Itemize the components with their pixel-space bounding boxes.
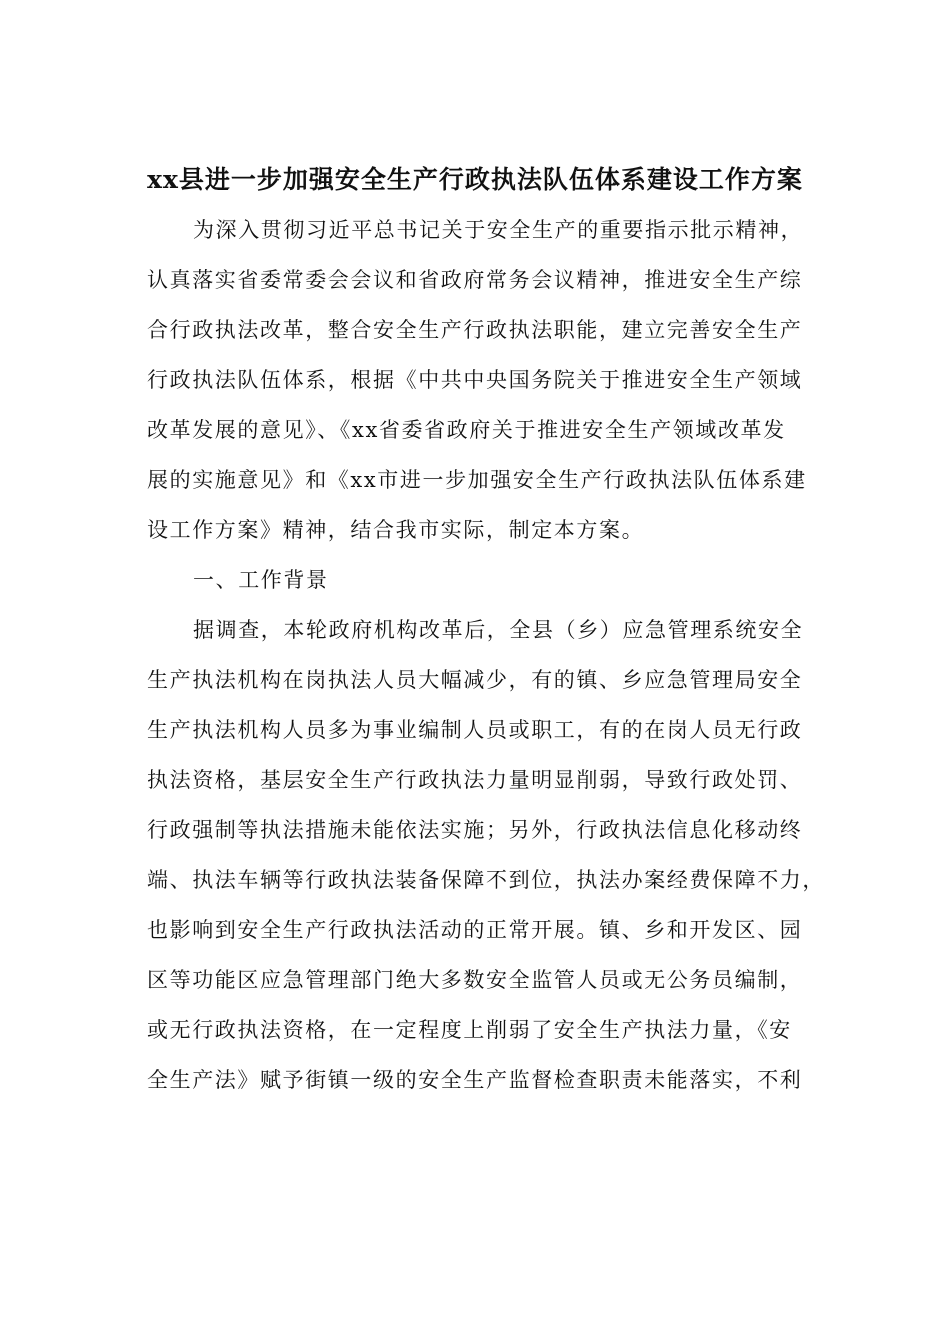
paragraph-line: 为深入贯彻习近平总书记关于安全生产的重要指示批示精神，	[193, 218, 804, 242]
paragraph-line: 展的实施意见》和《xx市进一步加强安全生产行政执法队伍体系建	[147, 468, 807, 492]
paragraph-line: 行政执法队伍体系，根据《中共中央国务院关于推进安全生产领域	[147, 368, 803, 392]
paragraph-line: 行政强制等执法措施未能依法实施；另外，行政执法信息化移动终	[147, 818, 803, 842]
paragraph-line: 生产执法机构在岗执法人员大幅减少，有的镇、乡应急管理局安全	[147, 668, 803, 692]
paragraph-background	[147, 605, 825, 1105]
paragraph-line: 生产执法机构人员多为事业编制人员或职工，有的在岗人员无行政	[147, 718, 803, 742]
paragraph-line: 或无行政执法资格，在一定程度上削弱了安全生产执法力量，《安	[147, 1018, 792, 1042]
paragraph-line: 区等功能区应急管理部门绝大多数安全监管人员或无公务员编制，	[147, 968, 803, 992]
paragraph-line: 端、执法车辆等行政执法装备保障不到位，执法办案经费保障不力，	[147, 868, 825, 892]
paragraph-line: 也影响到安全生产行政执法活动的正常开展。镇、乡和开发区、园	[147, 918, 803, 942]
paragraph-line: 据调查，本轮政府机构改革后，全县（乡）应急管理系统安全	[193, 618, 804, 642]
document-body	[147, 205, 825, 1105]
paragraph-line: 改革发展的意见》、《xx省委省政府关于推进安全生产领域改革发	[147, 418, 786, 442]
document-title: xx县进一步加强安全生产行政执法队伍体系建设工作方案	[147, 165, 803, 194]
paragraph-line: 认真落实省委常委会会议和省政府常务会议精神，推进安全生产综	[147, 268, 803, 292]
paragraph-line: 全生产法》赋予街镇一级的安全生产监督检查职责未能落实，不利	[147, 1068, 803, 1092]
paragraph-line: 设工作方案》精神，结合我市实际，制定本方案。	[147, 518, 645, 542]
paragraph-line: 执法资格，基层安全生产行政执法力量明显削弱，导致行政处罚、	[147, 768, 803, 792]
section-heading: 一、工作背景	[193, 568, 329, 592]
section-heading-background	[147, 555, 807, 605]
paragraph-intro	[147, 205, 807, 555]
paragraph-line: 合行政执法改革，整合安全生产行政执法职能，建立完善安全生产	[147, 318, 803, 342]
